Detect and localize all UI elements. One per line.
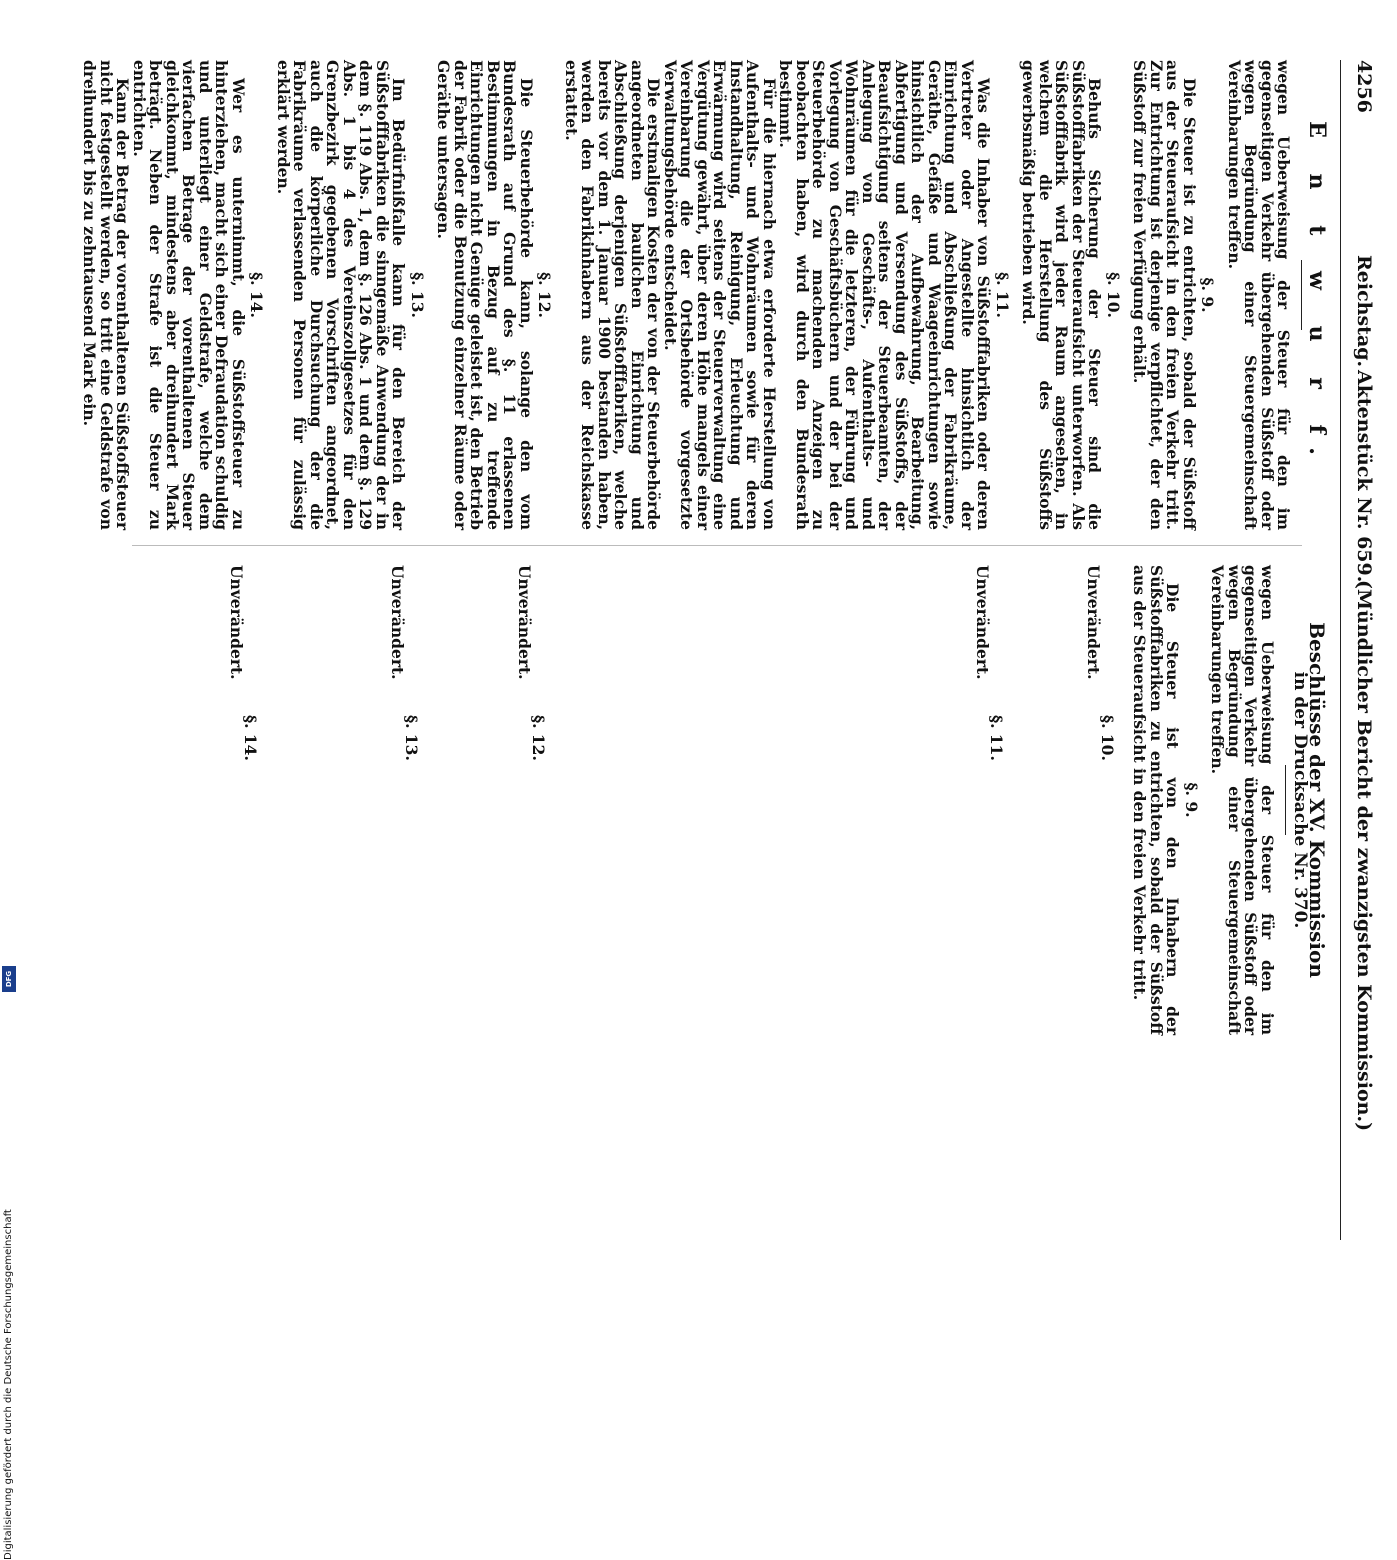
- header-source: Reichstag.: [1353, 255, 1375, 368]
- column-separator: [132, 545, 1302, 546]
- unchanged-label: Unverändert.: [227, 565, 246, 680]
- section-paragraph: Die Steuerbehörde kann, solange den vom Bundesrath auf Grund des §. 11 erlassenen Bestimmungen in Bezug auf zu treffende Einrichtungen nicht Genüge geleistet ist, den Betrieb der Fabrik oder die Benutzung einzelner Räume oder Geräthe untersagen.: [434, 60, 536, 530]
- unchanged-section-number: §. 12.: [529, 715, 548, 761]
- unchanged-section-number: §. 13.: [402, 715, 421, 761]
- beschluesse-title: Beschlüsse der XV. Kommission: [1305, 622, 1329, 978]
- subtitle-rule: [1285, 765, 1286, 835]
- entwurf-title: E n t w u r f.: [1304, 121, 1330, 469]
- section-paragraph: Was die Inhaber von Süßstofffabriken oder deren Vertreter oder Angestellte hinsichtlich der Einrichtung und Abschließung der Fabrikräume, Geräthe, Gefäße und Waageeinrichtungen sowie hinsichtlich der Aufbewahrung, Bearbeitung, Abfertigung und Versendung des Süßstoffs, der Beaufsichtigung seitens der Steuerbeamten, der Anlegung von Geschäfts-, Aufenthalts- und Wohnräumen für die letzteren, der Führung und Vorlegung von Geschäftsbüchern und der bei der Steuerbehörde zu machenden Anzeigen zu beobachten haben, wird durch den Bundesrath bestimmt.: [776, 60, 994, 530]
- beschluesse-subtitle: in der Drucksache Nr. 370.: [1290, 671, 1311, 929]
- section-paragraph: Im Bedürfnißfalle kann für den Bereich der Süßstofffabriken die sinngemäße Anwendung der in dem §. 119 Abs. 1, dem §. 126 Abs. 1 und dem §. 129 Abs. 1 bis 4 des Vereinszollgesetzes für den Grenzbezirk gegebenen Vorschriften angeordnet, auch die körperliche Durchsuchung der die Fabrikräume verlassenden Personen für zulässig erklärt werden.: [274, 60, 409, 530]
- section-9-heading: §. 9.: [1182, 782, 1201, 818]
- rotated-document: [80, 0, 1397, 1132]
- beschluesse-intro: wegen Ueberweisung der Steuer für den im gegenseitigen Verkehr übergehenden Süßstoff oder wegen Begründung einer Steuergemeinschaft Vereinbarungen treffen.: [1208, 565, 1277, 1035]
- header-rule: [1340, 60, 1341, 1240]
- section-paragraph: Kann der Betrag der vorenthaltenen Süßstoffsteuer nicht festgestellt werden, so tritt eine Geldstrafe von dreihundert bis zu zehntausend Mark ein.: [80, 60, 133, 530]
- section-paragraph: Für die hiernach etwa erforderte Herstellung von Aufenthalts- und Wohnräumen sowie für deren Instandhaltung, Reinigung, Erleuchtung und Erwärmung wird seitens der Steuerverwaltung eine Vergütung gewährt, über deren Höhe mangels einer Vereinbarung die der Ortsbehörde vorgesetzte Verwaltungsbehörde entscheidet.: [661, 60, 779, 530]
- title-rule: [1302, 260, 1303, 330]
- section-heading: §. 9.: [1198, 277, 1218, 313]
- dfg-logo-text: DFG: [5, 970, 13, 988]
- header-description: (Mündlicher Bericht der zwanzigsten Kommission.): [1353, 580, 1375, 1132]
- section-heading: §. 14.: [247, 272, 267, 318]
- unchanged-label: Unverändert.: [973, 565, 992, 680]
- unchanged-label: Unverändert.: [388, 565, 407, 680]
- entwurf-column: [80, 60, 1330, 530]
- beschluesse-column: [1130, 565, 1329, 1035]
- section-paragraph: Wer es unternimmt, die Süßstoffsteuer zu hinterziehen, macht sich einer Defraudation schuldig und unterliegt einer Geldstrafe, welche dem vierfachen Betrage der vorenthaltenen Steuer gleichkommt, mindestens aber dreihundert Mark beträgt. Neben der Strafe ist die Steuer zu entrichten.: [130, 60, 248, 530]
- unchanged-section-number: §. 10.: [1098, 715, 1117, 761]
- section-paragraph: Die erstmaligen Kosten der von der Steuerbehörde angeordneten baulichen Einrichtung und Abschließung derjenigen Süßstofffabriken, welche bereits vor dem 1. Januar 1900 bestanden haben, werden den Fabrikinhabern aus der Reichskasse erstattet.: [562, 60, 664, 530]
- section-heading: §. 10.: [1104, 272, 1123, 318]
- entwurf-sections: [81, 60, 1216, 530]
- dfg-logo-icon: [2, 966, 16, 992]
- unchanged-section-number: §. 11.: [987, 715, 1006, 761]
- section-heading: §. 11.: [993, 272, 1012, 318]
- funding-note: Digitalisierung gefördert durch die Deutsche Forschungsgemeinschaft: [3, 1209, 14, 1560]
- unchanged-section-number: §. 14.: [241, 715, 260, 761]
- section-heading: §. 12.: [535, 272, 555, 318]
- header-document: Aktenstück Nr. 659.: [1353, 370, 1375, 583]
- unchanged-label: Unverändert.: [1084, 565, 1103, 680]
- section-paragraph: Die Steuer ist zu entrichten, sobald der Süßstoff aus der Steueraufsicht in den freien Verkehr tritt. Zur Entrichtung ist derjenige verpflichtet, der den Süßstoff zur freien Verfügung erhält.: [1130, 60, 1199, 530]
- page-header: [1345, 60, 1375, 1132]
- unchanged-label: Unverändert.: [515, 565, 534, 680]
- section-paragraph: Behufs Sicherung der Steuer sind die Süßstofffabriken der Steueraufsicht unterworfen. Als Süßstofffabrik wird jeder Raum angesehen, in welchem die Herstellung des Süßstoffs gewerbsmäßig betrieben wird.: [1019, 60, 1105, 530]
- section-heading: §. 13.: [408, 272, 427, 318]
- funding-sidebar: [0, 560, 20, 1560]
- section-9-text: Die Steuer ist von den Inhabern der Süßstofffabriken zu entrichten, sobald der Süßstoff aus der Steueraufsicht in den freien Verkehr tritt.: [1130, 565, 1183, 1035]
- entwurf-intro: wegen Ueberweisung der Steuer für den im gegenseitigen Verkehr übergehenden Süßstoff oder wegen Begründung einer Steuergemeinschaft Vereinbarungen treffen.: [1225, 60, 1294, 530]
- page-number: 4256: [1353, 60, 1375, 113]
